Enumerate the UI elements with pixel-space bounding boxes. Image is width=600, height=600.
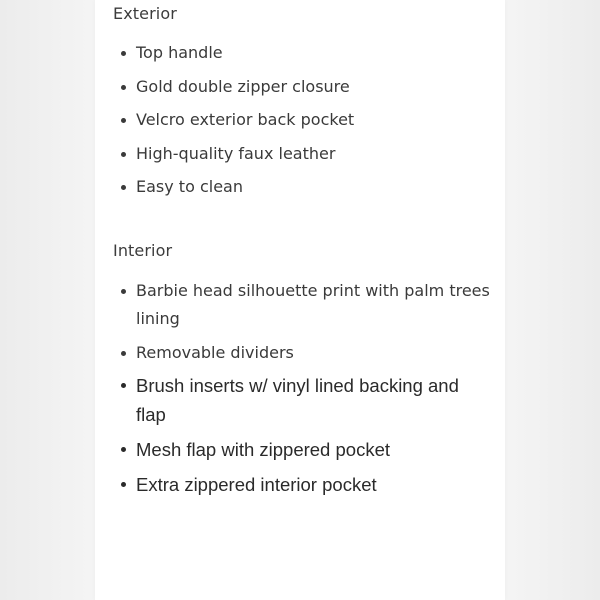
list-item: Barbie head silhouette print with palm trees lining: [119, 277, 491, 333]
list-item: Removable dividers: [119, 339, 491, 367]
list-item: Mesh flap with zippered pocket: [119, 435, 491, 464]
exterior-heading: Exterior: [113, 4, 177, 23]
interior-list-primary: [119, 277, 491, 372]
list-item: Brush inserts w/ vinyl lined backing and flap: [119, 371, 491, 429]
product-description-card: [95, 0, 505, 600]
interior-list-secondary: [119, 371, 491, 505]
list-item: High-quality faux leather: [119, 140, 491, 168]
list-item: Extra zippered interior pocket: [119, 470, 491, 499]
exterior-list: [119, 39, 491, 207]
list-item: Easy to clean: [119, 173, 491, 201]
list-item: Top handle: [119, 39, 491, 67]
list-item: Velcro exterior back pocket: [119, 106, 491, 134]
list-item: Gold double zipper closure: [119, 73, 491, 101]
interior-heading: Interior: [113, 241, 173, 260]
